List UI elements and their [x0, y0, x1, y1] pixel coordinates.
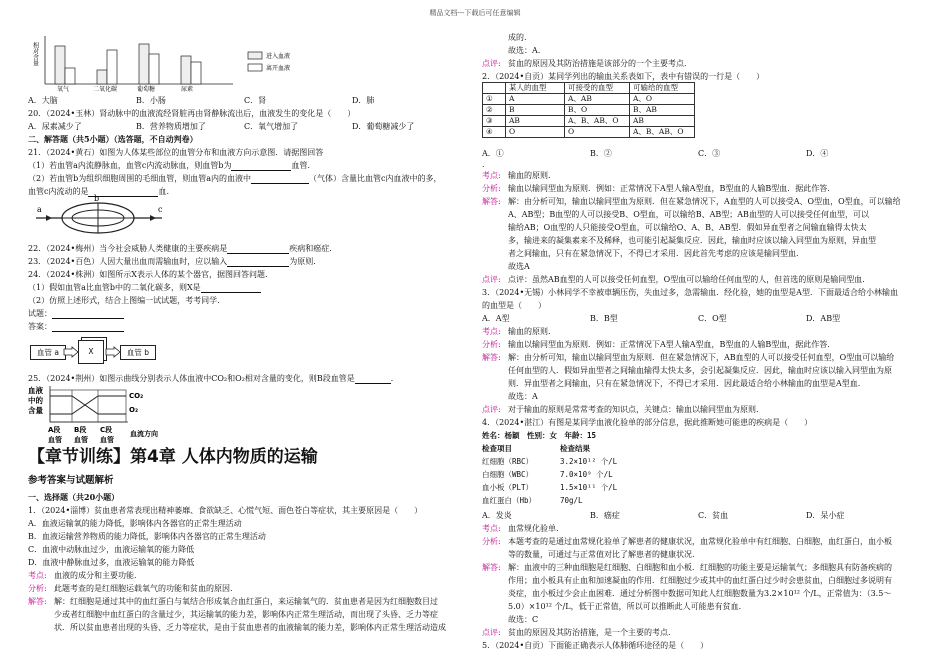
q3-jieda [482, 352, 927, 363]
q3-option-c[interactable]: C．O型 [698, 314, 727, 323]
report-value-hb: 70g/L [560, 496, 583, 505]
q4-jieda [482, 562, 927, 573]
table-cell: AB [630, 116, 695, 127]
bar-co2-out [107, 50, 117, 84]
bar-label-3: 葡萄糖 [137, 86, 156, 93]
table-row [483, 116, 695, 127]
q4-kaodian [482, 523, 559, 534]
q21-blank-1[interactable] [231, 162, 291, 171]
q24-part1 [28, 282, 261, 293]
q22 [28, 243, 332, 254]
organ-fig-vessel-b: 血管 b [120, 345, 156, 360]
q1-jieda-line-3: 状．所以贫血患者出现的头昏、乏力等症状，是由于贫血患者的血液输氧的能力差，影响体内正常生理活动造成 [54, 623, 446, 632]
table-header-cell: 某人的血型 [506, 83, 565, 94]
q2-answer: 故选A [508, 262, 530, 271]
table-cell: ② [483, 105, 506, 116]
reference-title: 参考答案与试题解析 [28, 475, 114, 486]
bar-label-4: 尿素 [181, 86, 194, 93]
bar-urea-out [191, 62, 201, 84]
q2-jieda-line-2: A、AB型；B血型的人可以接受B、O型血，可以输给B、AB型；AB血型的人可以接受任何血型，可以 [508, 210, 869, 219]
q2-option-c[interactable]: C．③ [698, 149, 721, 158]
q4-fenxi-label: 分析: [482, 537, 501, 546]
q1-jieda-label: 解答: [28, 597, 47, 606]
bar-glucose-in [139, 44, 149, 84]
q21-part1-end: 血管. [291, 161, 311, 170]
q1-option-c[interactable]: C．血液中动脉血过少，血液运输氧的能力降低 [28, 545, 195, 554]
q4-option-a[interactable]: A．发炎 [482, 511, 512, 520]
bar-label-1: 氧气 [57, 86, 70, 93]
table-cell: ④ [483, 127, 506, 138]
bar-oxygen-out [65, 68, 75, 84]
q2-options [482, 148, 927, 159]
q1-kaodian-text: 血液的成分和主要功能. [54, 571, 137, 580]
q1-option-d[interactable]: D．血液中静脉血过多，血液运输氧的能力降低 [28, 558, 195, 567]
q24-part1-text: （1）假如血管a比血管b中的二氧化碳多，则X是 [28, 283, 201, 292]
q2-option-b[interactable]: B．② [590, 149, 612, 158]
q2-dianping [482, 274, 865, 285]
vessel-label-b: b [94, 194, 100, 203]
q3-stem-2: 的血型是（ ） [482, 301, 546, 310]
q2-fenxi [482, 183, 830, 194]
table-cell: AB [506, 116, 565, 127]
q4-option-d[interactable]: D．呆小症 [806, 511, 845, 520]
q3-jieda-label: 解答: [482, 353, 501, 362]
q25 [28, 373, 399, 384]
q1-jieda-line-1: 解：红细胞是通过其中的血红蛋白与氧结合形成氧合血红蛋白，来运输氧气的．贫血患者是因为红细胞数目过 [54, 597, 438, 606]
q4-jieda-line-3: 炎症，血小板过少会止血困难．通过分析图中数据可知此人红细胞数量为3.2×10¹² 个/L，正常值为：（3.5～ [508, 589, 892, 598]
chapter-title: 【章节训练】第4章 人体内物质的运输 [28, 447, 318, 467]
table-cell: A、O [630, 94, 695, 105]
q3-fenxi-label: 分析: [482, 340, 501, 349]
q3-jieda-line-3: 则．异血型者之间输血，只有在紧急情况下，不得已才采用．因此最适合给小林输血的血型是A型血. [508, 379, 861, 388]
r-prev-dianping [482, 58, 687, 69]
q2-jieda-line-4: 多，输进来的凝集素来不及稀释，也可能引起凝集反应．因此，输血时应该以输入同型血为原则，异血型 [508, 236, 876, 245]
q4-fenxi [482, 536, 927, 547]
organ-fig-x: X [78, 340, 104, 364]
q21-part2c-end: 血. [158, 187, 170, 196]
q25-end: ． [390, 374, 399, 383]
q1-fenxi-label: 分析: [28, 584, 47, 593]
q2-fenxi-text: 输血以输同型血为原则．例如：正常情况下A型人输A型血，B型血的人输B型血．据此作答. [508, 184, 830, 193]
q5-stem: 5．（2024•自贡）下面能正确表示人体肺循环途径的是（ ） [482, 641, 709, 650]
q24-ask-label: 试题： [28, 309, 52, 318]
q22-end: 疾病和癌症. [289, 244, 332, 253]
legend-swatch-out [248, 64, 262, 71]
gas-fig-xlabel: 血流方向 [130, 430, 158, 438]
q23-blank[interactable] [227, 258, 289, 267]
q1-kaodian-label: 考点: [28, 571, 47, 580]
r-prev-dianping-text: 贫血的原因及其防治措施是该部分的一个主要考点. [508, 59, 687, 68]
q3-option-d[interactable]: D．AB型 [806, 314, 841, 323]
q1-fenxi-text: 此题考查的是红细胞运载氧气的功能和贫血的原因. [54, 584, 233, 593]
q19-option-b[interactable]: B．小肠 [136, 96, 166, 105]
organ-fig-vessel-a: 血管 a [30, 345, 66, 360]
table-cell: B、AB [630, 105, 695, 116]
q21-part1-text: （1）若血管a内流静脉血，血管c内流动脉血，则血管b为 [28, 161, 232, 170]
q2-blood-table [482, 82, 695, 138]
q2-jieda-label: 解答: [482, 197, 501, 206]
q24-answer-label: 答案： [28, 322, 52, 331]
q4-dianping-text: 贫血的原因及其防治措施，是一个主要的考点. [508, 628, 671, 637]
q21-part2c-text: 血管c内流动的是 [28, 187, 89, 196]
report-item-hb: 血红蛋白（Hb） [482, 496, 537, 505]
organ-fig-arrow-2 [106, 347, 120, 357]
gas-curve-figure [28, 384, 178, 446]
table-cell: A、AB [565, 94, 630, 105]
q4-option-c[interactable]: C．贫血 [698, 511, 729, 520]
vessel-diagram [32, 196, 172, 240]
q2-jieda-line-1: 解：由分析可知，输血以输同型血为原则．但在紧急情况下，A血型的人可以接受A、O型血，O型血，可以输给 [508, 197, 901, 206]
q1-kaodian [28, 570, 137, 581]
q4-fenxi-line-1: 本题考查的是通过血常规化验单了解患者的健康状况，血常规化验单中有红细胞、白细胞，血红蛋白，血小板 [508, 537, 892, 546]
q4-jieda-line-1: 解：血液中的三种血细胞是红细胞、白细胞和血小板．红细胞的功能主要是运输氧气；多细胞具有防备疾病的 [508, 563, 892, 572]
q20-option-a[interactable]: A．尿素减少了 [28, 122, 82, 131]
gas-fig-seg-b2: 血管 [74, 436, 88, 444]
report-value-plt: 1.5×10¹¹ 个/L [560, 483, 618, 492]
q24-answer-blank[interactable] [52, 323, 124, 332]
table-cell: B、O [565, 105, 630, 116]
table-row [483, 94, 695, 105]
q19-option-d[interactable]: D．肺 [352, 96, 375, 105]
bar-glucose-out [149, 54, 159, 84]
organ-figure [30, 338, 180, 368]
q3-option-b[interactable]: B．B型 [590, 314, 618, 323]
q4-dianping-label: 点评: [482, 628, 501, 637]
gas-fig-seg-c: C段 [100, 426, 113, 434]
bar-label-2: 二氧化碳 [93, 86, 118, 93]
q1-option-a[interactable]: A．血液运输氧的能力降低，影响体内各器官的正常生理活动 [28, 519, 242, 528]
q20-option-d[interactable]: D．葡萄糖减少了 [352, 122, 415, 131]
q2-option-d[interactable]: D．④ [806, 149, 829, 158]
table-row [483, 83, 695, 94]
table-cell: O [506, 127, 565, 138]
table-cell: ① [483, 94, 506, 105]
q4-fenxi-line-2: 等的数量，可通过与正常值对比了解患者的健康状况. [508, 550, 695, 559]
q1-stem: 1．（2024•淄博）贫血患者常表现出精神萎靡、食欲缺乏、心慌气短、面色苍白等症状，其主要原因是（ ） [28, 506, 423, 515]
gas-fig-seg-a2: 血管 [48, 436, 62, 444]
q3-dianping-text: 对于输血的原则是常常考查的知识点，关键点：输血以输同型血为原则. [508, 405, 759, 414]
q19-options [28, 95, 468, 106]
q1-jieda [28, 596, 468, 607]
bar-oxygen-in [55, 46, 65, 84]
q24-ask-blank[interactable] [52, 310, 124, 319]
gas-fig-seg-b: B段 [74, 426, 87, 434]
q20-stem: 20．（2024•玉林）肾动脉中的血液流经肾脏再由肾静脉流出后，血液发生的变化是（ ） [28, 109, 356, 118]
q21-blank-2[interactable] [251, 175, 309, 184]
q24-blank[interactable] [201, 284, 261, 293]
q19-option-c[interactable]: C．肾 [244, 96, 267, 105]
q23-text: 23．（2024•百色）人因大量出血而需输血时，应以输入 [28, 257, 228, 266]
q19-option-a[interactable]: A．大脑 [28, 96, 58, 105]
o2-curve [50, 396, 126, 414]
top-bar-chart [33, 32, 393, 92]
q2-jieda-line-3: 输给AB；O血型的人只能接受O型血，可以输给O、A、B、AB型．假如异血型者之间输血输得太快太 [508, 223, 867, 232]
section-1-heading: 一、选择题（共20小题） [28, 492, 120, 502]
q4-kaodian-label: 考点: [482, 524, 501, 533]
q2-jieda [482, 196, 927, 207]
table-row [483, 127, 695, 138]
q3-options [482, 313, 927, 324]
q21-stem: 21．（2024•黄石）如图为人体某些部位的血管分布和血液方向示意图．请据图回答 [28, 148, 324, 157]
legend-out: 离开血液 [266, 65, 291, 72]
co2-curve [50, 396, 126, 414]
q2-dianping-label: 点评: [482, 275, 501, 284]
q21-part1 [28, 160, 310, 171]
q2-kaodian-text: 输血的原则. [508, 171, 551, 180]
bar-co2-in [97, 70, 107, 84]
table-cell: A、B、AB、O [630, 127, 695, 138]
q3-kaodian [482, 326, 551, 337]
report-item-wbc: 白细胞（WBC） [482, 470, 534, 479]
q2-kaodian-label: 考点: [482, 171, 501, 180]
q4-options [482, 510, 927, 521]
top-chart-ylabel: 相对含量 [31, 42, 39, 66]
legend-swatch-in [248, 52, 262, 59]
table-cell: ③ [483, 116, 506, 127]
q3-kaodian-text: 输血的原则. [508, 327, 551, 336]
legend-in: 进入血液 [266, 53, 291, 60]
table-cell: B [506, 105, 565, 116]
q2-dot: ． [482, 160, 490, 169]
q24-answer [28, 321, 124, 332]
q21-part2-gas: （气体）含量比血管c内血液中的多， [308, 174, 442, 183]
q23 [28, 256, 316, 267]
table-row [483, 105, 695, 116]
r-prev-answer: 故选：A. [508, 46, 541, 55]
q4-stem: 4．（2024•湛江）有图是某同学血液化验单的部分信息，据此推断她可能患的疾病是（ ） [482, 418, 813, 427]
r-prev-dianping-label: 点评: [482, 59, 501, 68]
table-header-cell: 可输给的血型 [630, 83, 695, 94]
q22-blank[interactable] [227, 245, 289, 254]
q2-option-a[interactable]: A．① [482, 149, 504, 158]
q4-dianping [482, 627, 671, 638]
report-item-rbc: 红细胞（RBC） [482, 457, 534, 466]
gas-fig-ylabel-1: 血液 [28, 386, 43, 395]
bar-urea-in [181, 56, 191, 84]
gas-fig-seg-a: A段 [48, 426, 61, 434]
q24-part2: （2）仿照上述形式，结合上图编一试试题，考考同学. [28, 296, 220, 305]
q4-jieda-line-2: 作用；血小板具有止血和加速凝血的作用．红细胞过少或其中的血红蛋白过少时会患贫血，白细胞过多说明有 [508, 576, 892, 585]
q4-kaodian-text: 血常规化验单. [508, 524, 559, 533]
gas-fig-o2: O₂ [129, 406, 139, 414]
q2-kaodian [482, 170, 551, 181]
q20-option-c[interactable]: C．氧气增加了 [244, 122, 299, 131]
vessel-label-c: c [158, 205, 163, 214]
q3-option-a[interactable]: A．A型 [482, 314, 510, 323]
q3-kaodian-label: 考点: [482, 327, 501, 336]
report-value-wbc: 7.0×10⁹ 个/L [560, 470, 613, 479]
vessel-label-a: a [37, 205, 42, 214]
q3-fenxi-text: 输血以输同型血为原则．例如：正常情况下A型人输A型血，B型血的人输B型血，据此作答. [508, 340, 830, 349]
gas-fig-ylabel-2: 中的 [28, 396, 43, 405]
q1-fenxi [28, 583, 233, 594]
q2-stem: 2．（2024•自贡）某同学列出的输血关系表如下，表中有错误的一行是（ ） [482, 72, 765, 81]
q3-stem-1: 3．（2024•无锡）小林同学不幸被車辆压伤，失血过多，急需输血．经化验，她的血型是A型．下面最适合给小林输血 [482, 288, 898, 297]
q22-text: 22．（2024•梅州）当今社会威胁人类健康的主要疾病是 [28, 244, 228, 253]
q20-options [28, 121, 468, 132]
q3-jieda-line-1: 解：由分析可知，输血以输同型血为原则．但在紧急情况下，AB血型的人可以接受任何血型，O型血可以输给 [508, 353, 895, 362]
organ-fig-arrow-1 [64, 347, 78, 357]
q2-jieda-line-5: 者之间输血，只有在紧急情况下，不得已才采用．因此首先考虑的应该是输同型血. [508, 249, 799, 258]
q21-part2-text: （2）若血管b为组织细胞周围的毛细血管，则血管a内的血液中 [28, 174, 251, 183]
q25-text: 25．（2024•荆州）如图示曲线分别表示人体血液中CO₂和O₂相对含量的变化，则B段血管是 [28, 374, 355, 383]
table-header-cell: 可接受的血型 [565, 83, 630, 94]
q4-jieda-line-4: 5.0）×10¹² 个/L，低于正常值，所以可以推断此人可能患有贫血. [508, 602, 742, 611]
report-header-result: 检查结果 [560, 444, 590, 453]
gas-fig-seg-c2: 血管 [100, 436, 114, 444]
gas-fig-co2: CO₂ [129, 392, 144, 400]
report-patient-info: 姓名：杨颖 性别：女 年龄：15 [482, 431, 597, 440]
table-cell: A、B、AB、O [565, 116, 630, 127]
q3-fenxi [482, 339, 830, 350]
q4-answer: 故选：C [508, 615, 539, 624]
watermark: 精品文档---下载后可任意编辑 [429, 9, 521, 17]
q3-jieda-line-2: 任何血型的人．假如异血型者之间输血输得太快太多，会引起凝集反应．因此，输血时应该以输入同型血为原 [508, 366, 892, 375]
table-cell: O [565, 127, 630, 138]
table-cell: A [506, 94, 565, 105]
q3-answer: 故选：A [508, 392, 538, 401]
q25-blank[interactable] [355, 375, 391, 384]
q24-ask [28, 308, 124, 319]
table-header-cell [483, 83, 506, 94]
q4-option-b[interactable]: B．癌症 [590, 511, 620, 520]
q24-stem: 24．（2024•株洲）如图所示X表示人体的某个器官，据图回答问题. [28, 270, 268, 279]
q23-end: 为原则. [289, 257, 316, 266]
r-prev-end: 成的. [508, 33, 527, 42]
q1-option-b[interactable]: B．血液运输营养物质的能力降低，影响体内各器官的正常生理活动 [28, 532, 266, 541]
report-header-item: 检查项目 [482, 444, 512, 453]
q20-option-b[interactable]: B．营养物质增加了 [136, 122, 206, 131]
section-2-heading: 二、解答题（共5小题）（选答题，不自动判卷） [28, 134, 198, 144]
report-item-plt: 血小板（PLT） [482, 483, 534, 492]
q2-fenxi-label: 分析: [482, 184, 501, 193]
q2-dianping-text: 点评：虽然AB血型的人可以接受任何血型，O型血可以输给任何血型的人，但首选的原则是输同型血. [508, 275, 865, 284]
q3-dianping-label: 点评: [482, 405, 501, 414]
q21-part2 [28, 173, 441, 184]
gas-fig-ylabel-3: 含量 [28, 406, 43, 415]
q4-jieda-label: 解答: [482, 563, 501, 572]
q3-dianping [482, 404, 759, 415]
report-value-rbc: 3.2×10¹² 个/L [560, 457, 618, 466]
q1-jieda-line-2: 少或者红细胞中血红蛋白的含量过少，其运输氧的能力差，影响体内正常生理活动，而出现了头昏、乏力等症 [54, 610, 438, 619]
